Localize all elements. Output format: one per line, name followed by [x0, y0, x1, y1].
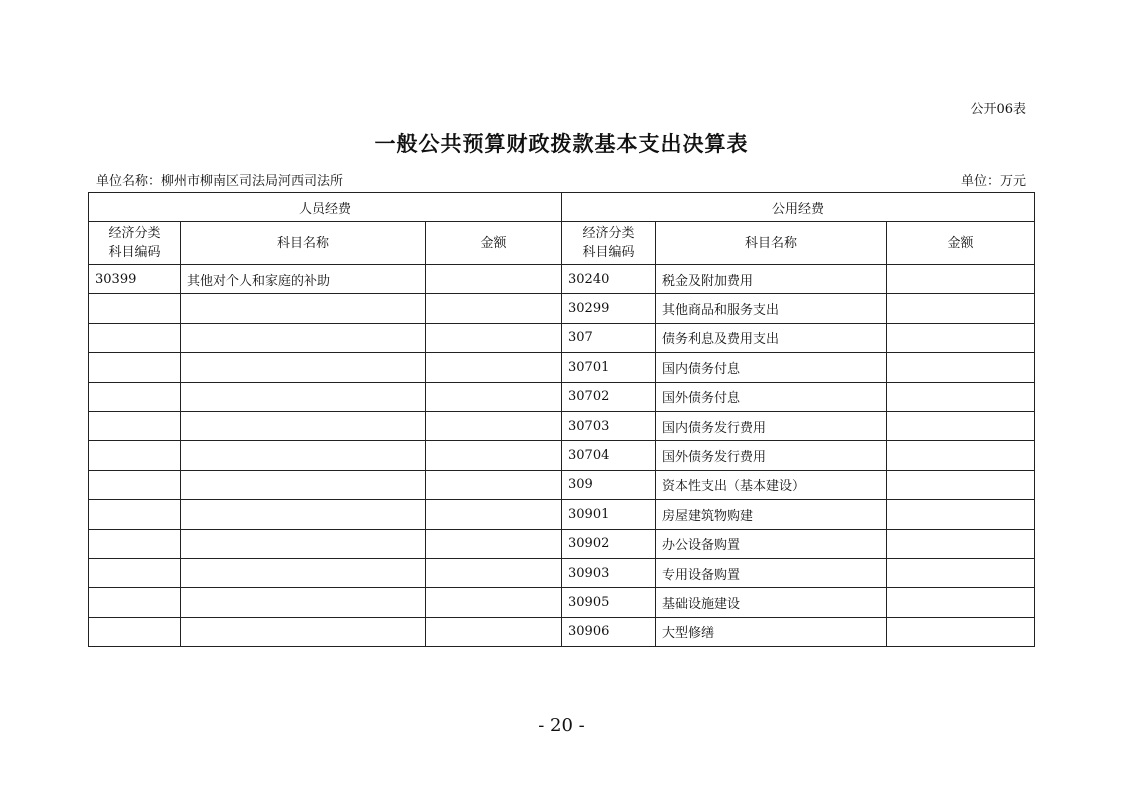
page-title: 一般公共预算财政拨款基本支出决算表: [374, 131, 749, 156]
personnel-code-cell: [89, 529, 181, 558]
public-amount-cell: [887, 323, 1035, 352]
personnel-name-cell: [181, 500, 426, 529]
personnel-code-cell: [89, 558, 181, 587]
form-code: 公开06表: [970, 102, 1026, 117]
personnel-name-cell: [181, 294, 426, 323]
public-code-cell: 307: [562, 323, 656, 352]
personnel-amount-cell: [426, 500, 562, 529]
public-amount-header: 金额: [887, 222, 1035, 265]
public-code-cell: 30905: [562, 588, 656, 617]
public-amount-cell: [887, 411, 1035, 440]
personnel-amount-cell: [426, 441, 562, 470]
public-amount-cell: [887, 353, 1035, 382]
personnel-code-cell: [89, 382, 181, 411]
column-header-row: [89, 222, 1035, 265]
personnel-amount-cell: [426, 529, 562, 558]
table-row: [89, 323, 1035, 352]
personnel-amount-header: 金额: [426, 222, 562, 265]
personnel-code-cell: [89, 588, 181, 617]
personnel-code-cell: [89, 617, 181, 646]
public-name-cell: 办公设备购置: [656, 529, 887, 558]
personnel-amount-cell: [426, 294, 562, 323]
public-code-cell: 30903: [562, 558, 656, 587]
personnel-name-cell: [181, 558, 426, 587]
public-code-cell: 30299: [562, 294, 656, 323]
personnel-code-header: [89, 222, 181, 265]
table-row: [89, 529, 1035, 558]
public-amount-cell: [887, 558, 1035, 587]
public-amount-cell: [887, 617, 1035, 646]
public-name-cell: 税金及附加费用: [656, 265, 887, 294]
personnel-amount-cell: [426, 617, 562, 646]
public-code-cell: 30906: [562, 617, 656, 646]
personnel-name-cell: [181, 617, 426, 646]
personnel-code-cell: [89, 323, 181, 352]
personnel-name-cell: [181, 588, 426, 617]
unit-label: 单位：万元: [960, 174, 1026, 189]
public-code-cell: 30702: [562, 382, 656, 411]
table-row: [89, 294, 1035, 323]
public-amount-cell: [887, 588, 1035, 617]
public-code-cell: 30901: [562, 500, 656, 529]
budget-table: [88, 192, 1035, 647]
group-personnel-header: 人员经费: [89, 193, 562, 222]
personnel-code-cell: [89, 500, 181, 529]
public-code-cell: 309: [562, 470, 656, 499]
public-name-cell: 国外债务发行费用: [656, 441, 887, 470]
page-number: - 20 -: [538, 715, 585, 736]
public-name-cell: 国内债务付息: [656, 353, 887, 382]
public-code-cell: 30703: [562, 411, 656, 440]
public-code-cell: 30704: [562, 441, 656, 470]
personnel-code-cell: [89, 353, 181, 382]
public-amount-cell: [887, 441, 1035, 470]
public-amount-cell: [887, 382, 1035, 411]
personnel-name-cell: [181, 353, 426, 382]
personnel-amount-cell: [426, 265, 562, 294]
personnel-name-cell: [181, 470, 426, 499]
public-name-cell: 国外债务付息: [656, 382, 887, 411]
public-amount-cell: [887, 529, 1035, 558]
public-code-cell: 30701: [562, 353, 656, 382]
public-name-cell: 国内债务发行费用: [656, 411, 887, 440]
public-name-cell: 大型修缮: [656, 617, 887, 646]
table-row: [89, 617, 1035, 646]
public-name-cell: 其他商品和服务支出: [656, 294, 887, 323]
personnel-amount-cell: [426, 470, 562, 499]
public-code-cell: 30240: [562, 265, 656, 294]
code-header-line2: 科目编码: [582, 245, 635, 260]
personnel-code-cell: [89, 441, 181, 470]
table-row: [89, 382, 1035, 411]
personnel-name-cell: [181, 529, 426, 558]
group-header-row: [89, 193, 1035, 222]
table-row: [89, 353, 1035, 382]
table-row: [89, 470, 1035, 499]
personnel-code-cell: [89, 294, 181, 323]
code-header-line1: 经济分类: [582, 226, 635, 241]
public-name-header: 科目名称: [656, 222, 887, 265]
table-row: [89, 411, 1035, 440]
personnel-name-cell: [181, 441, 426, 470]
public-name-cell: 债务利息及费用支出: [656, 323, 887, 352]
unit-name: 单位名称：柳州市柳南区司法局河西司法所: [96, 174, 344, 189]
public-name-cell: 资本性支出（基本建设）: [656, 470, 887, 499]
personnel-name-cell: 其他对个人和家庭的补助: [181, 265, 426, 294]
personnel-amount-cell: [426, 411, 562, 440]
table-row: [89, 500, 1035, 529]
public-amount-cell: [887, 470, 1035, 499]
public-name-cell: 专用设备购置: [656, 558, 887, 587]
personnel-amount-cell: [426, 558, 562, 587]
personnel-code-cell: [89, 411, 181, 440]
table-row: [89, 558, 1035, 587]
public-amount-cell: [887, 265, 1035, 294]
table-row: [89, 588, 1035, 617]
personnel-amount-cell: [426, 588, 562, 617]
table-body: [89, 265, 1035, 647]
public-code-cell: 30902: [562, 529, 656, 558]
public-amount-cell: [887, 294, 1035, 323]
public-code-header: [562, 222, 656, 265]
table-row: [89, 441, 1035, 470]
personnel-code-cell: 30399: [89, 265, 181, 294]
personnel-amount-cell: [426, 382, 562, 411]
personnel-name-cell: [181, 323, 426, 352]
code-header-line2: 科目编码: [108, 245, 161, 260]
personnel-name-cell: [181, 382, 426, 411]
public-amount-cell: [887, 500, 1035, 529]
public-name-cell: 基础设施建设: [656, 588, 887, 617]
table-row: [89, 265, 1035, 294]
code-header-line1: 经济分类: [108, 226, 161, 241]
personnel-name-cell: [181, 411, 426, 440]
personnel-code-cell: [89, 470, 181, 499]
group-public-header: 公用经费: [562, 193, 1035, 222]
personnel-amount-cell: [426, 353, 562, 382]
public-name-cell: 房屋建筑物购建: [656, 500, 887, 529]
personnel-name-header: 科目名称: [181, 222, 426, 265]
personnel-amount-cell: [426, 323, 562, 352]
